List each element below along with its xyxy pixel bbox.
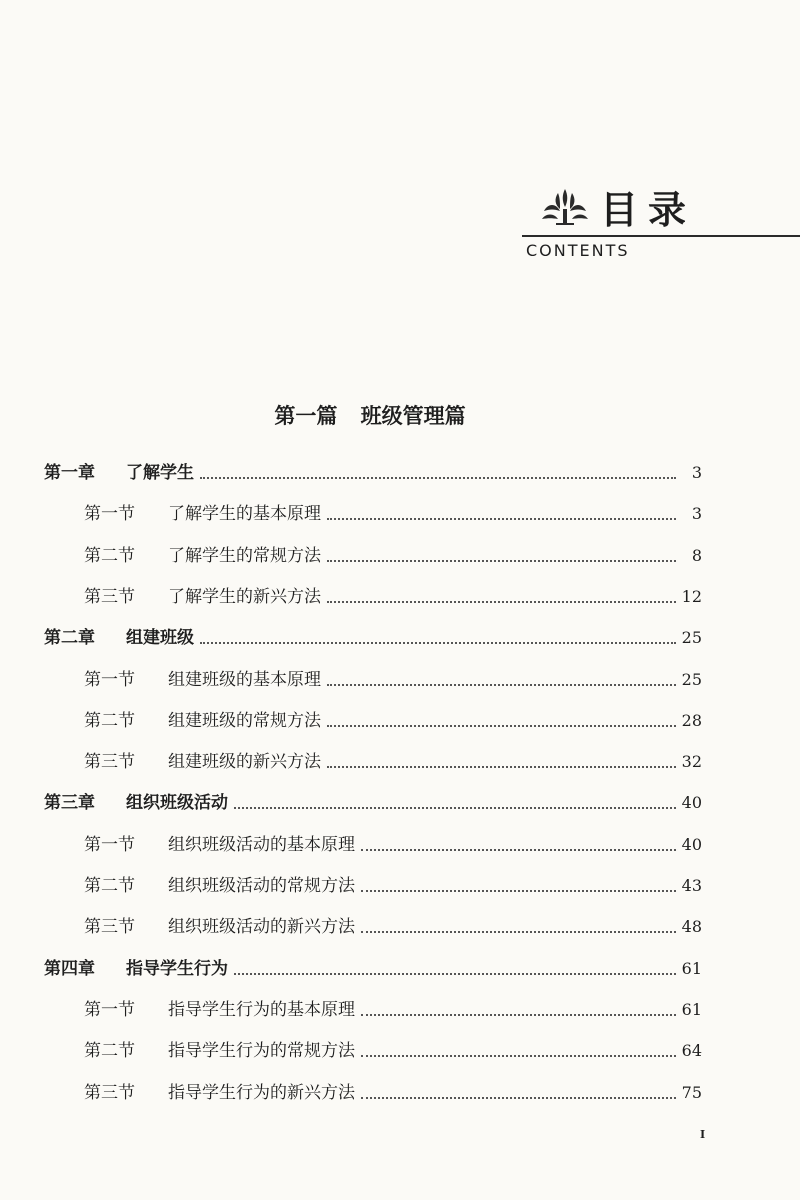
dot-leader (361, 1097, 676, 1099)
chapter-number: 第三章 (44, 793, 95, 814)
page-subtitle: CONTENTS (526, 241, 630, 260)
dot-leader (234, 807, 676, 809)
toc-chapter-row[interactable] (44, 623, 702, 653)
section-number: 第二节 (84, 710, 135, 731)
section-title: 指导学生行为的基本原理 (168, 999, 355, 1020)
chapter-title: 组织班级活动 (126, 793, 228, 814)
chapter-number: 第二章 (44, 628, 95, 649)
toc-chapter-row[interactable] (44, 458, 702, 488)
section-number: 第一节 (84, 999, 135, 1020)
section-number: 第三节 (84, 752, 135, 773)
dot-leader (361, 849, 676, 851)
dot-leader (361, 1055, 676, 1057)
chapter-title: 组建班级 (126, 628, 194, 649)
dot-leader (361, 890, 676, 892)
page-number: 61 (681, 958, 702, 978)
page-number: 40 (681, 834, 702, 854)
section-number: 第一节 (84, 834, 135, 855)
toc-section-row[interactable] (84, 541, 702, 571)
section-title: 组织班级活动的常规方法 (168, 876, 355, 896)
section-number: 第一节 (84, 669, 135, 690)
page-number: 3 (691, 463, 702, 482)
section-number: 第二节 (84, 1041, 135, 1062)
section-title: 了解学生的新兴方法 (168, 586, 321, 607)
dot-leader (327, 518, 676, 520)
toc-chapter-row[interactable] (44, 954, 702, 984)
toc-section-row[interactable] (84, 830, 702, 860)
dot-leader (361, 931, 676, 933)
dot-leader (327, 725, 676, 727)
section-number: 第三节 (84, 586, 135, 607)
toc-section-row[interactable] (84, 871, 702, 901)
page-folio: I (700, 1128, 706, 1141)
section-title: 组建班级的常规方法 (168, 710, 321, 731)
toc-section-row[interactable] (84, 582, 702, 612)
dot-leader (327, 560, 676, 562)
part-number: 第一篇 (274, 403, 338, 428)
chapter-number: 第一章 (44, 463, 95, 483)
chapter-title: 指导学生行为 (126, 958, 228, 979)
section-title: 组织班级活动的基本原理 (168, 834, 355, 855)
section-number: 第二节 (84, 545, 135, 566)
section-title: 了解学生的基本原理 (168, 504, 321, 525)
page-number: 25 (681, 628, 702, 648)
page-number: 64 (681, 1041, 702, 1061)
toc-section-row[interactable] (84, 912, 702, 942)
page-number: 48 (681, 917, 702, 937)
dot-leader (361, 1014, 676, 1016)
page-number: 28 (681, 710, 702, 730)
part-name: 班级管理篇 (360, 403, 466, 428)
toc-section-row[interactable] (84, 1036, 702, 1066)
dot-leader (234, 973, 676, 975)
dot-leader (200, 477, 676, 479)
toc-chapter-row[interactable] (44, 788, 702, 818)
section-number: 第一节 (84, 504, 135, 525)
toc-section-row[interactable] (84, 706, 702, 736)
page-number: 12 (681, 586, 702, 606)
part-heading (0, 400, 740, 432)
section-title: 组织班级活动的新兴方法 (168, 917, 355, 938)
page-number: 25 (681, 669, 702, 689)
page-number: 61 (681, 999, 702, 1019)
dot-leader (327, 766, 676, 768)
page-number: 8 (691, 545, 702, 565)
section-title: 组建班级的新兴方法 (168, 752, 321, 773)
dot-leader (200, 642, 676, 644)
section-number: 第二节 (84, 876, 135, 896)
page-number: 75 (681, 1082, 702, 1102)
section-number: 第三节 (84, 1082, 135, 1103)
section-title: 了解学生的常规方法 (168, 545, 321, 566)
page-number: 3 (691, 504, 702, 524)
toc-section-row[interactable] (84, 747, 702, 777)
section-number: 第三节 (84, 917, 135, 938)
toc-section-row[interactable] (84, 499, 702, 529)
ornament-icon (538, 185, 592, 229)
page-number: 40 (681, 793, 702, 813)
page-title: 目录 (600, 187, 697, 232)
section-title: 组建班级的基本原理 (168, 669, 321, 690)
dot-leader (327, 601, 676, 603)
header-rule (522, 235, 800, 237)
toc-section-row[interactable] (84, 1078, 702, 1108)
page-number: 32 (681, 752, 702, 772)
section-title: 指导学生行为的新兴方法 (168, 1082, 355, 1103)
chapter-title: 了解学生 (126, 463, 194, 483)
toc-header (0, 0, 800, 270)
chapter-number: 第四章 (44, 958, 95, 979)
section-title: 指导学生行为的常规方法 (168, 1041, 355, 1062)
page-number: 43 (681, 876, 702, 895)
toc-section-row[interactable] (84, 665, 702, 695)
dot-leader (327, 684, 676, 686)
toc-section-row[interactable] (84, 995, 702, 1025)
